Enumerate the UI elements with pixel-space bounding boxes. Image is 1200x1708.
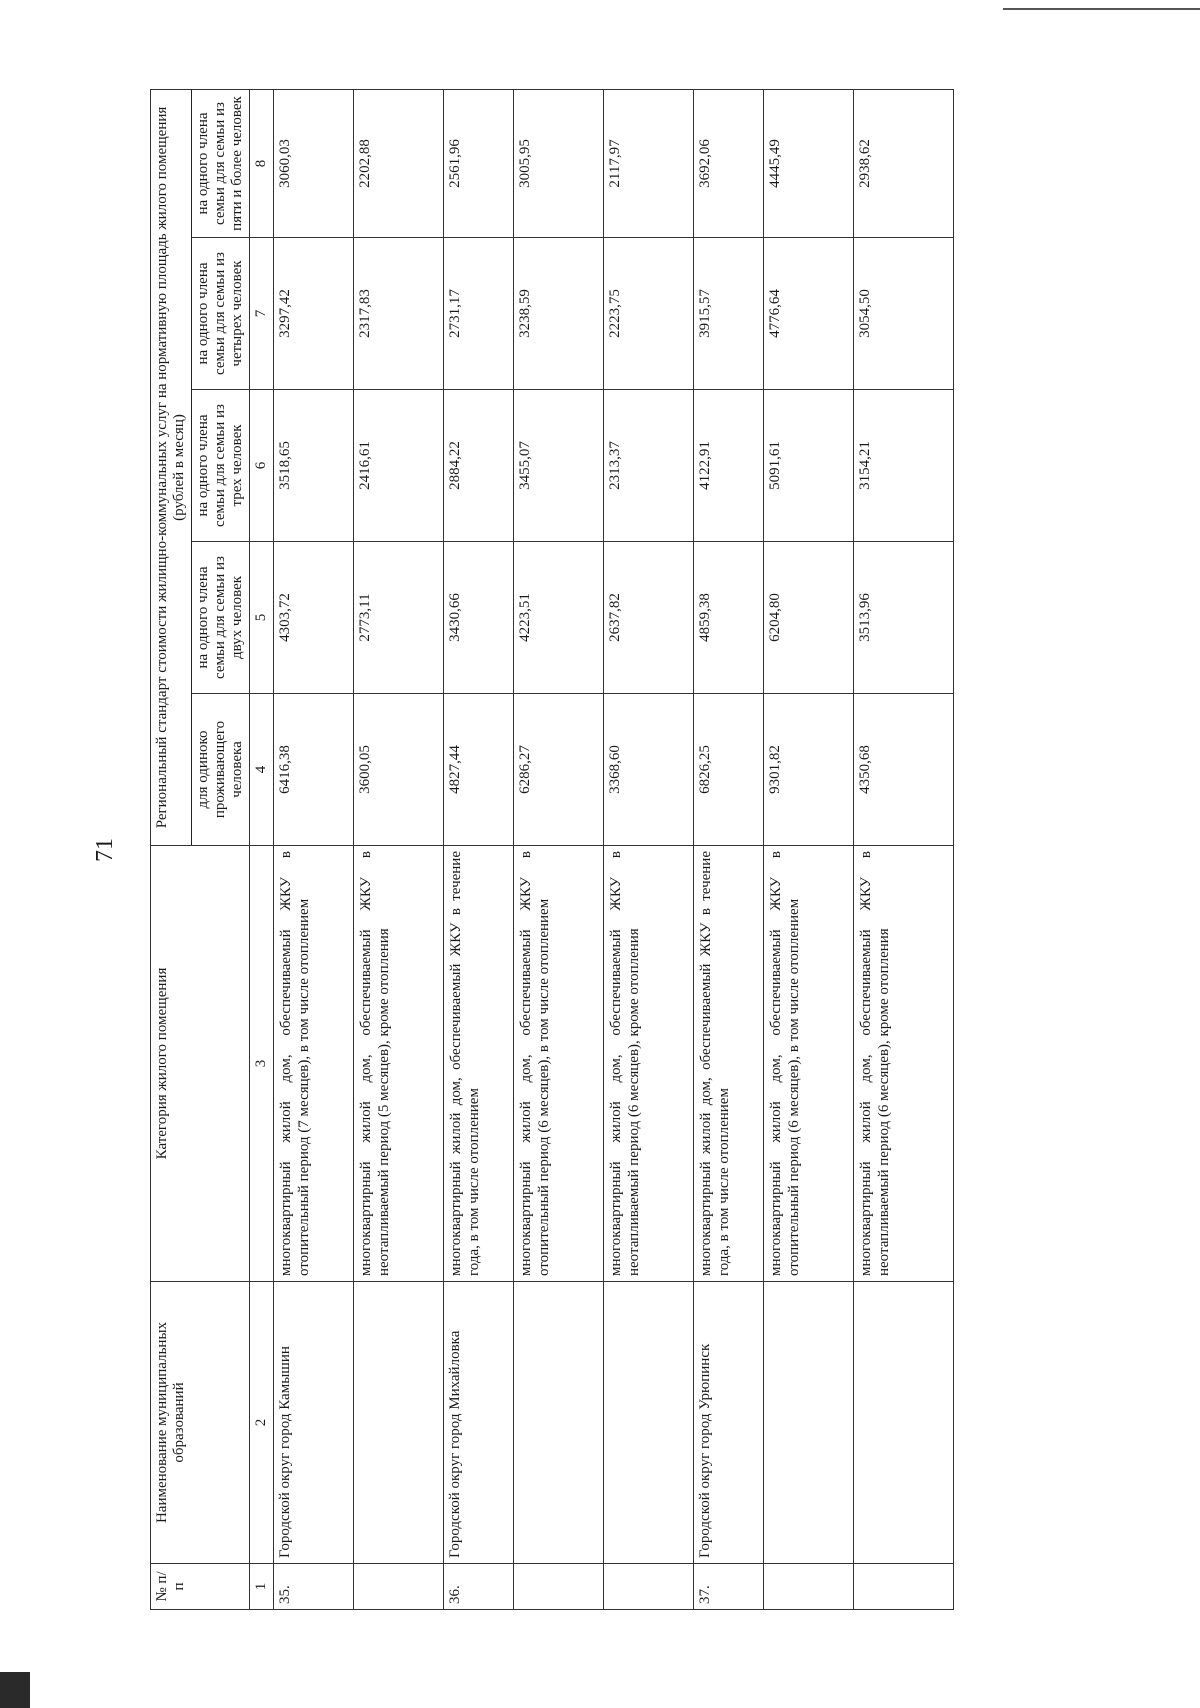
value-family-4: 2223,75 bbox=[604, 238, 694, 390]
value-family-2: 3430,66 bbox=[444, 542, 514, 694]
table-row bbox=[604, 90, 694, 1610]
value-family-3: 3455,07 bbox=[514, 390, 604, 542]
value-family-5plus: 2202,88 bbox=[354, 90, 444, 238]
value-family-2: 4859,38 bbox=[694, 542, 764, 694]
table-row bbox=[854, 90, 954, 1610]
value-single: 6286,27 bbox=[514, 694, 604, 846]
value-family-3: 2416,61 bbox=[354, 390, 444, 542]
value-single: 4827,44 bbox=[444, 694, 514, 846]
value-family-4: 3297,42 bbox=[274, 238, 354, 390]
table-row bbox=[764, 90, 854, 1610]
column-number: 7 bbox=[250, 238, 274, 390]
housing-category: многоквартирный жилой дом, обеспечиваемый ЖКУ в неотапливаемый период (6 месяцев), кроме отопления bbox=[604, 846, 694, 1282]
value-family-5plus: 3005,95 bbox=[514, 90, 604, 238]
row-number bbox=[604, 1564, 694, 1610]
housing-category: многоквартирный жилой дом, обеспечиваемый ЖКУ в отопительный период (6 месяцев), в том числе отоплением bbox=[764, 846, 854, 1282]
column-number: 6 bbox=[250, 390, 274, 542]
value-family-4: 3054,50 bbox=[854, 238, 954, 390]
value-family-4: 4776,64 bbox=[764, 238, 854, 390]
value-family-3: 2313,37 bbox=[604, 390, 694, 542]
column-number: 2 bbox=[250, 1282, 274, 1564]
municipality-name: Городской округ город Камышин bbox=[274, 1282, 354, 1564]
value-family-5plus: 4445,49 bbox=[764, 90, 854, 238]
row-number: 36. bbox=[444, 1564, 514, 1610]
row-number bbox=[854, 1564, 954, 1610]
value-single: 9301,82 bbox=[764, 694, 854, 846]
housing-category: многоквартирный жилой дом, обеспечиваемый ЖКУ в отопительный период (7 месяцев), в том числе отоплением bbox=[274, 846, 354, 1282]
value-family-3: 3518,65 bbox=[274, 390, 354, 542]
column-number-row bbox=[250, 90, 274, 1610]
table-row bbox=[274, 90, 354, 1610]
header-number: № п/п bbox=[151, 1564, 250, 1610]
value-single: 3368,60 bbox=[604, 694, 694, 846]
municipality-name bbox=[604, 1282, 694, 1564]
municipality-name bbox=[854, 1282, 954, 1564]
column-number: 1 bbox=[250, 1564, 274, 1610]
value-single: 6416,38 bbox=[274, 694, 354, 846]
housing-category: многоквартирный жилой дом, обеспечиваемый ЖКУ в неотапливаемый период (5 месяцев), кроме отопления bbox=[354, 846, 444, 1282]
table-row bbox=[444, 90, 514, 1610]
row-number: 35. bbox=[274, 1564, 354, 1610]
value-family-4: 2731,17 bbox=[444, 238, 514, 390]
column-number: 4 bbox=[250, 694, 274, 846]
value-family-2: 2773,11 bbox=[354, 542, 444, 694]
value-family-5plus: 2938,62 bbox=[854, 90, 954, 238]
value-family-2: 4303,72 bbox=[274, 542, 354, 694]
municipality-name: Городской округ город Урюпинск bbox=[694, 1282, 764, 1564]
column-number: 3 bbox=[250, 846, 274, 1282]
row-number bbox=[354, 1564, 444, 1610]
housing-cost-table bbox=[150, 89, 954, 1610]
municipality-name: Городской округ город Михайловка bbox=[444, 1282, 514, 1564]
value-family-5plus: 2117,97 bbox=[604, 90, 694, 238]
table-row bbox=[514, 90, 604, 1610]
value-family-2: 3513,96 bbox=[854, 542, 954, 694]
value-family-4: 3238,59 bbox=[514, 238, 604, 390]
page-number: 71 bbox=[92, 838, 118, 862]
value-single: 4350,68 bbox=[854, 694, 954, 846]
value-family-2: 6204,80 bbox=[764, 542, 854, 694]
value-family-4: 2317,83 bbox=[354, 238, 444, 390]
rotated-page bbox=[90, 80, 1150, 1620]
municipality-name bbox=[764, 1282, 854, 1564]
housing-category: многоквартирный жилой дом, обеспечиваемый ЖКУ в неотапливаемый период (6 месяцев), кроме отопления bbox=[854, 846, 954, 1282]
value-family-3: 2884,22 bbox=[444, 390, 514, 542]
header-municipality: Наименование муниципальных образований bbox=[151, 1282, 250, 1564]
value-family-5plus: 3060,03 bbox=[274, 90, 354, 238]
row-number bbox=[764, 1564, 854, 1610]
header-single: для одиноко проживающего человека bbox=[192, 694, 250, 846]
municipality-name bbox=[354, 1282, 444, 1564]
header-family-5plus: на одного члена семьи для семьи из пяти и более человек bbox=[192, 90, 250, 238]
header-family-4: на одного члена семьи для семьи из четырех человек bbox=[192, 238, 250, 390]
value-family-4: 3915,57 bbox=[694, 238, 764, 390]
table-row bbox=[694, 90, 764, 1610]
scan-edge-mark bbox=[1003, 8, 1200, 10]
header-regional-standard: Региональный стандарт стоимости жилищно-коммунальных услуг на нормативную площадь жилого помещения (рублей в месяц) bbox=[151, 90, 192, 846]
housing-category: многоквартирный жилой дом, обеспечиваемый ЖКУ в отопительный период (6 месяцев), в том числе отоплением bbox=[514, 846, 604, 1282]
header-family-2: на одного члена семьи для семьи из двух человек bbox=[192, 542, 250, 694]
municipality-name bbox=[514, 1282, 604, 1564]
column-number: 8 bbox=[250, 90, 274, 238]
header-family-3: на одного члена семьи для семьи из трех человек bbox=[192, 390, 250, 542]
value-single: 6826,25 bbox=[694, 694, 764, 846]
header-category: Категория жилого помещения bbox=[151, 846, 250, 1282]
value-family-2: 2637,82 bbox=[604, 542, 694, 694]
row-number bbox=[514, 1564, 604, 1610]
value-family-3: 4122,91 bbox=[694, 390, 764, 542]
value-family-2: 4223,51 bbox=[514, 542, 604, 694]
value-single: 3600,05 bbox=[354, 694, 444, 846]
value-family-3: 3154,21 bbox=[854, 390, 954, 542]
scan-corner-mark bbox=[0, 1672, 30, 1708]
column-number: 5 bbox=[250, 542, 274, 694]
row-number: 37. bbox=[694, 1564, 764, 1610]
value-family-5plus: 3692,06 bbox=[694, 90, 764, 238]
value-family-3: 5091,61 bbox=[764, 390, 854, 542]
housing-category: многоквартирный жилой дом, обеспечиваемый ЖКУ в течение года, в том числе отоплением bbox=[694, 846, 764, 1282]
housing-category: многоквартирный жилой дом, обеспечиваемый ЖКУ в течение года, в том числе отоплением bbox=[444, 846, 514, 1282]
value-family-5plus: 2561,96 bbox=[444, 90, 514, 238]
table-row bbox=[354, 90, 444, 1610]
